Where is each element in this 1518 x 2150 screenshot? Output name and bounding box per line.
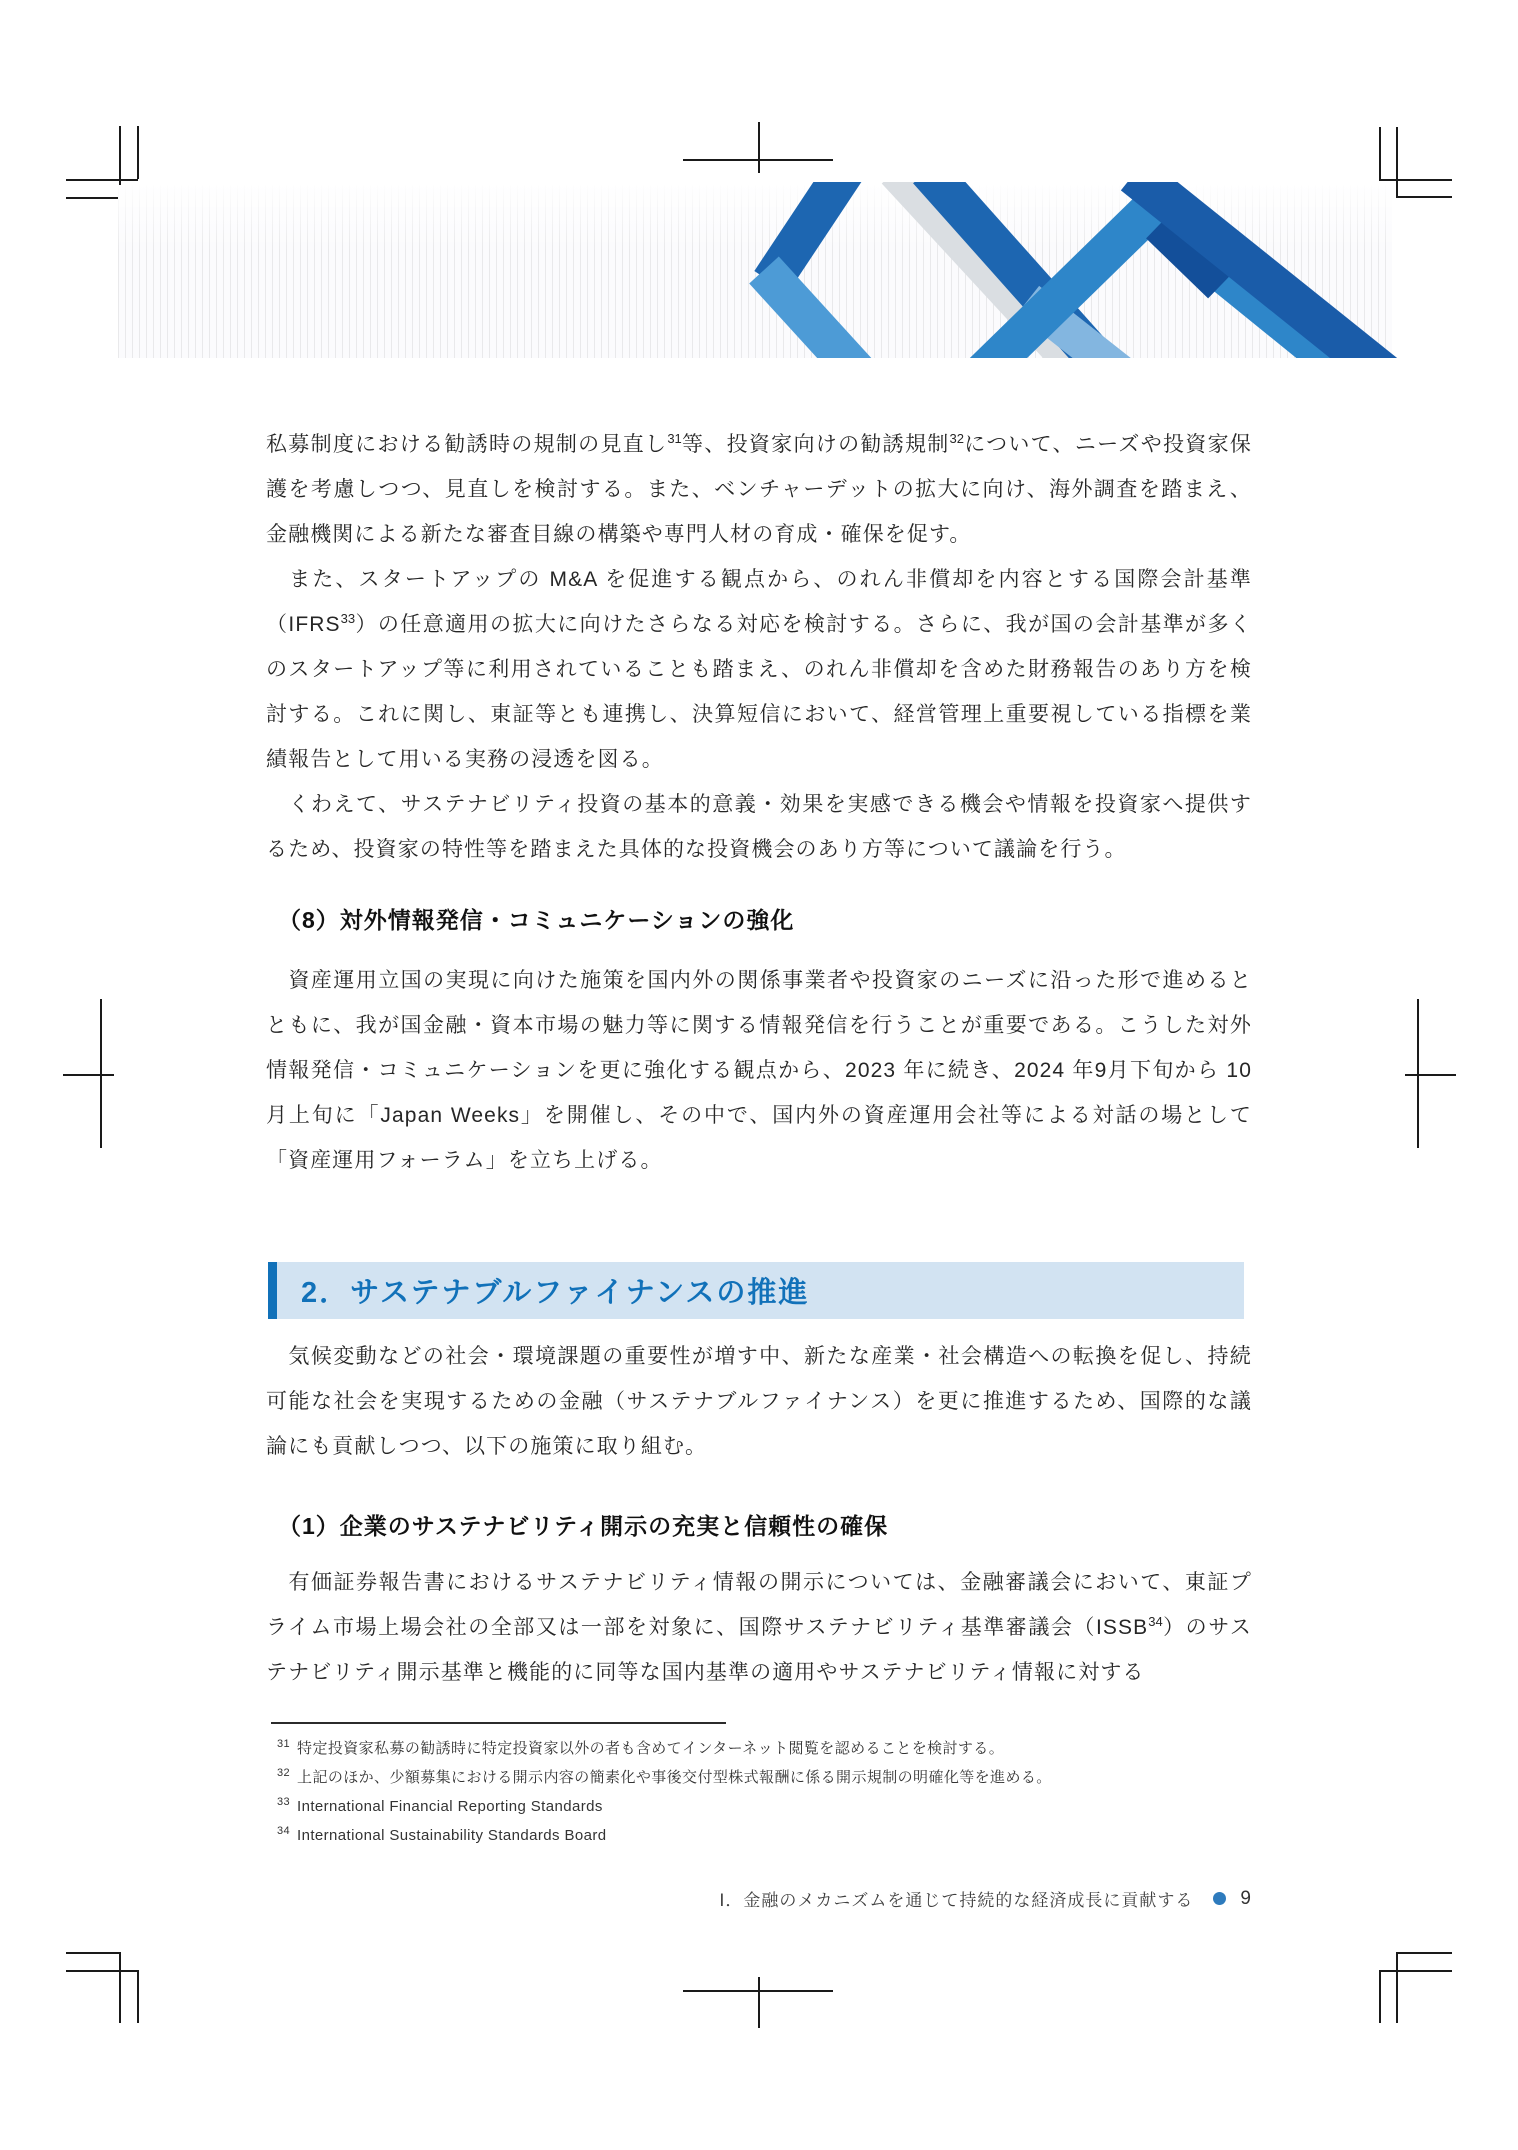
trim-mark xyxy=(1405,1074,1456,1076)
paragraph-startup-ma xyxy=(266,557,1252,782)
footer-chapter-label: Ⅰ．金融のメカニズムを通じて持続的な経済成長に貢献する xyxy=(719,1891,1194,1910)
footnote-34 xyxy=(277,1821,1277,1850)
section8-heading: （8）対外情報発信・コミュニケーションの強化 xyxy=(278,907,795,933)
paragraph-text: について、ニーズや投資家保護を考慮しつつ、見直しを検討する。また、ベンチャーデットの拡大に向け、海外調査を踏まえ、金融機関による新たな審査目線の構築や専門人材の育成・確保を促す。 xyxy=(266,433,1252,546)
chapter2-heading: 2．サステナブルファイナンスの推進 xyxy=(301,1277,810,1309)
footnote-ref-34: 34 xyxy=(1148,1614,1163,1629)
body-text-block xyxy=(266,422,1252,872)
trim-mark xyxy=(137,1970,139,2023)
footnote-text: 特定投資家私募の勧誘時に特定投資家以外の者も含めてインターネット閲覧を認めることを検討する。 xyxy=(297,1740,1005,1757)
footnote-ref-33: 33 xyxy=(340,611,356,626)
trim-mark xyxy=(66,1970,138,1972)
trim-mark xyxy=(119,1952,121,2023)
trim-mark xyxy=(66,1952,120,1954)
footnote-text: International Financial Reporting Standards xyxy=(297,1798,603,1815)
banner-accent-bar xyxy=(268,1262,277,1319)
footnote-ref-31: 31 xyxy=(667,431,682,446)
footnote-text: 上記のほか、少額募集における開示内容の簡素化や事後交付型株式報酬に係る開示規制の明確化等を進める。 xyxy=(297,1769,1052,1786)
footnote-number: 34 xyxy=(277,1825,291,1837)
page-footer xyxy=(719,1886,1252,1911)
trim-mark xyxy=(66,197,120,199)
trim-mark xyxy=(758,1977,760,2028)
footnotes xyxy=(277,1734,1277,1850)
paragraph-text: また、スタートアップの M&A を促進する観点から、のれん非償却を内容とする国際会計基準（IFRS xyxy=(266,568,1252,636)
trim-mark xyxy=(683,159,833,161)
footer-separator-dot-icon xyxy=(1213,1892,1226,1905)
chapter2-banner xyxy=(268,1262,1244,1319)
paragraph-text: ）のサステナビリティ開示基準と機能的に同等な国内基準の適用やサステナビリティ情報に対する xyxy=(266,1616,1253,1684)
page-number: 9 xyxy=(1240,1887,1252,1909)
trim-mark xyxy=(1397,1952,1452,1954)
trim-mark xyxy=(1396,1952,1398,2023)
section8-paragraph: 資産運用立国の実現に向けた施策を国内外の関係事業者や投資家のニーズに沿った形で進めるとともに、我が国金融・資本市場の魅力等に関する情報発信を行うことが重要である。こうした対外情報発信・コミュニケーションを更に強化する観点から、2023 年に続き、2024 年9月下旬から 10 月上旬に「Japan Weeks」を開催し、その中で、国内外の資産運用会社等による対話の場として「資産運用フォーラム」を立ち上げる。 xyxy=(266,969,1252,1172)
trim-mark xyxy=(1379,1970,1452,1972)
trim-mark xyxy=(63,1074,114,1076)
footnote-ref-32: 32 xyxy=(949,431,965,446)
paragraph-text: 有価証券報告書におけるサステナビリティ情報の開示については、金融審議会において、東証プライム市場上場会社の全部又は一部を対象に、国際サステナビリティ基準審議会（ISSB xyxy=(266,1571,1252,1639)
footnote-text: International Sustainability Standards Board xyxy=(297,1827,607,1844)
trim-mark xyxy=(683,1990,833,1992)
trim-mark xyxy=(66,179,138,181)
paragraph-sustainability-investment: くわえて、サステナビリティ投資の基本的意義・効果を実感できる機会や情報を投資家へ提供するため、投資家の特性等を踏まえた具体的な投資機会のあり方等について議論を行う。 xyxy=(266,793,1252,861)
paragraph-text: 私募制度における勧誘時の規制の見直し xyxy=(266,433,668,456)
footnote-31 xyxy=(277,1734,1277,1763)
paragraph-sustainability-disclosure xyxy=(266,1560,1252,1695)
ribbon-knot-logo xyxy=(560,182,1450,358)
paragraph-private-placement xyxy=(266,422,1252,557)
footnote-33 xyxy=(277,1792,1277,1821)
trim-mark xyxy=(758,122,760,173)
trim-mark xyxy=(1379,127,1381,180)
section2-1-heading: （1）企業のサステナビリティ開示の充実と信頼性の確保 xyxy=(278,1513,889,1539)
trim-mark xyxy=(1379,1970,1381,2023)
footnote-separator-rule xyxy=(271,1722,726,1724)
trim-mark xyxy=(137,126,139,179)
footnote-32 xyxy=(277,1763,1277,1792)
paragraph-text: 等、投資家向けの勧誘規制 xyxy=(681,433,950,456)
footnote-number: 31 xyxy=(277,1738,291,1750)
chapter2-intro-paragraph: 気候変動などの社会・環境課題の重要性が増す中、新たな産業・社会構造への転換を促し、持続可能な社会を実現するための金融（サステナブルファイナンス）を更に推進するため、国際的な議論にも貢献しつつ、以下の施策に取り組む。 xyxy=(266,1345,1252,1458)
footnote-number: 32 xyxy=(277,1767,291,1779)
paragraph-text: ）の任意適用の拡大に向けたさらなる対応を検討する。さらに、我が国の会計基準が多くのスタートアップ等に利用されていることも踏まえ、のれん非償却を含めた財務報告のあり方を検討する。これに関し、東証等とも連携し、決算短信において、経営管理上重要視している指標を業績報告として用いる実務の浸透を図る。 xyxy=(266,613,1252,771)
section2-1-paragraph xyxy=(266,1560,1252,1695)
trim-mark xyxy=(1379,179,1452,181)
footnote-number: 33 xyxy=(277,1796,291,1808)
